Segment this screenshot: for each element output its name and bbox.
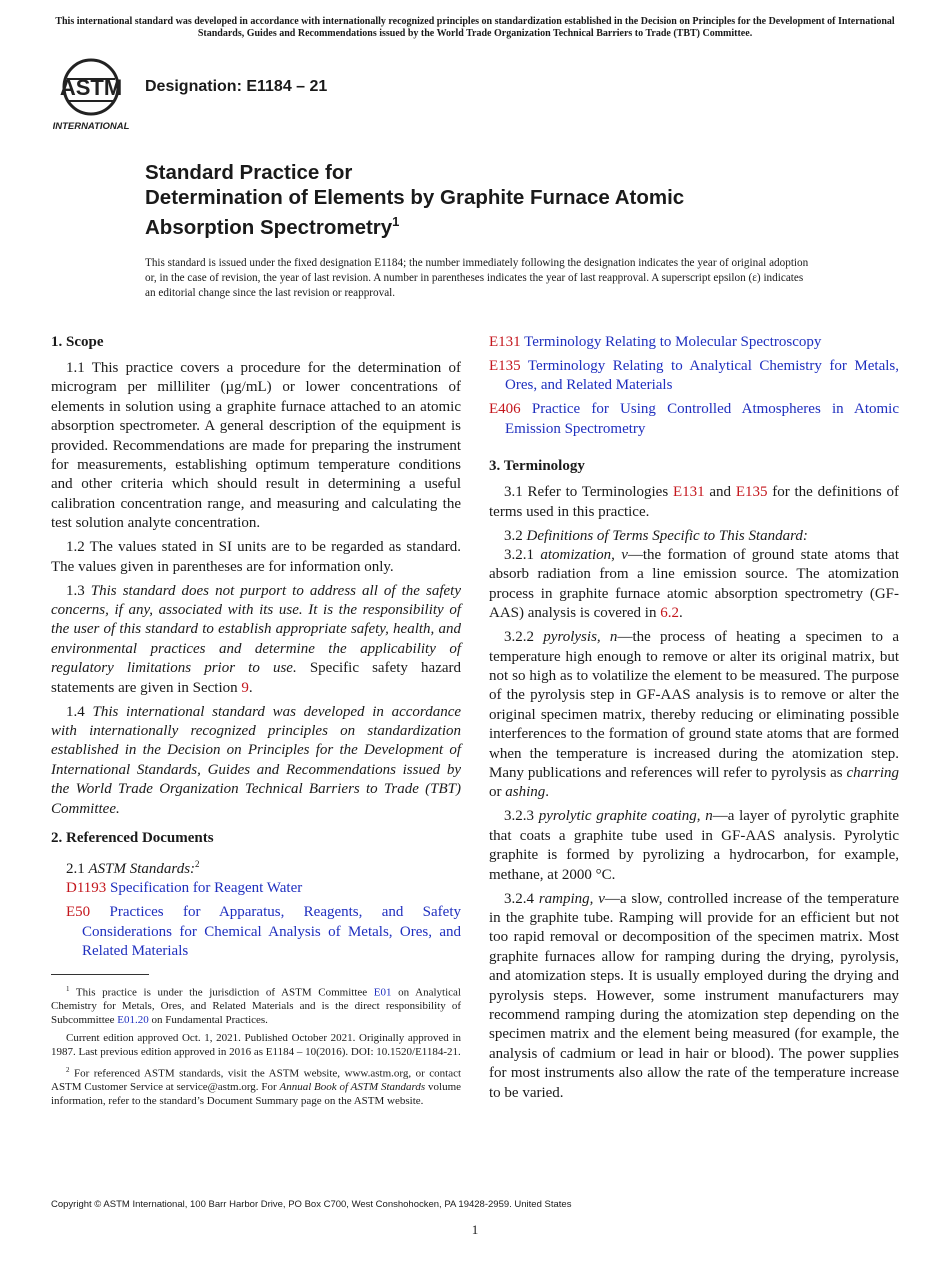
link-section-6-2[interactable]: 6.2 [660, 605, 679, 622]
link-section-9[interactable]: 9 [241, 679, 249, 696]
para-1-1: 1.1 This practice covers a procedure for the determination of microgram per milliliter (µg/mL) or lower concentrations of elements in solution using a graphite furnace attached to an atomic absorption spectrometer. A general description of the equipment is provided. Recommendations are made for preparing the instrument for measurements, establishing optimum temperature conditions and other criteria which should result in determining a useful calibration concentration range, and measuring and calculating the test solution analyte concentration. [51, 359, 461, 532]
def-pyrolysis: 3.2.2 pyrolysis, n—the process of heating a specimen to a temperature high enough to remove or alter its original matrix, but not so high as to volatilize the element to be measured. The purpose of the pyrolysis step in GF-AAS analysis is to remove or alter the original specimen matrix, thereby reducing or eliminating possible interferences to the formation of ground state atoms that are formed when the temperature is increased during the atomization step. Many publications and references will refer to pyrolysis as charring or ashing. [489, 629, 900, 801]
para-1-4: 1.4 This international standard was developed in accordance with internationally recognized principles on standardization established in the Decision on Principles for the Development of International Standards, Guides and Recommendations issued by the World Trade Organization Technical Barriers to Trade (TBT) Committee. [51, 703, 462, 817]
link-e01-20[interactable]: E01.20 [117, 1013, 149, 1026]
page-number: 1 [471, 1222, 479, 1237]
issue-note: This standard is issued under the fixed designation E1184; the number immediately following the designation indicates the year of original adoption or, in the case of revision, the year of last revision. A number in parentheses indicates the year of last reapproval. A superscript epsilon (ε) indicates an editorial change since the last revision or reapproval. [145, 257, 809, 299]
right-column [489, 333, 899, 1108]
refdocs-heading: 2. Referenced Documents [51, 830, 214, 847]
para-1-2: 1.2 The values stated in SI units are to be regarded as standard. The values given in parentheses are for information only. [51, 539, 461, 575]
ref-item[interactable]: E406 Practice for Using Controlled Atmospheres in Atomic Emission Spectrometry [489, 401, 900, 437]
left-column [51, 333, 461, 1113]
footnote-divider [51, 974, 149, 975]
copyright-footer: Copyright © ASTM International, 100 Barr Harbor Drive, PO Box C700, West Conshohocken, PA 19428-2959. United States [51, 1199, 572, 1210]
astm-logo [53, 57, 135, 132]
document-title [145, 161, 845, 240]
title-line-2: Determination of Elements by Graphite Furnace Atomic [145, 185, 685, 209]
link-e135[interactable]: E135 [735, 484, 768, 501]
footnote-1: $^1$ This practice is under the jurisdiction of ASTM Committee E01 on Analytical Chemistry for Metals, Ores, and Related Materials and is the direct responsibility of Subcommittee E01.20 on Fundamental Practices. [51, 984, 461, 1026]
ref-item[interactable]: D1193 Specification for Reagent Water [66, 880, 303, 897]
title-line-3: Absorption Spectrometry [145, 215, 393, 239]
link-e131[interactable]: E131 [672, 484, 705, 501]
ref-item[interactable]: E131 Terminology Relating to Molecular Spectroscopy [489, 334, 822, 350]
ref-item[interactable]: E135 Terminology Relating to Analytical Chemistry for Metals, Ores, and Related Materials [489, 358, 899, 394]
designation: Designation: E1184 – 21 [145, 78, 328, 95]
footnote-1-edition: Current edition approved Oct. 1, 2021. Published October 2021. Originally approved in 1987. Last previous edition approved in 2016 as E1184 – 10(2016). DOI: 10.1520/E1184-21. [51, 1031, 461, 1058]
logo-subtext: INTERNATIONAL [53, 121, 130, 132]
terminology-heading: 3. Terminology [489, 458, 585, 475]
ref-item[interactable]: E50 Practices for Apparatus, Reagents, and Safety Considerations for Chemical Analysis of Metals, Ores, and Related Materials [66, 904, 462, 960]
development-notice: This international standard was developed in accordance with internationally recognized principles on standardization established in the Decision on Principles for the Development of International Standards, Guides and Recommendations issued by the World Trade Organization Technical Barriers to Trade (TBT) Committee. [55, 16, 895, 39]
logo-text: ASTM [59, 75, 123, 100]
title-line-1: Standard Practice for [145, 161, 353, 184]
def-ramping: 3.2.4 ramping, v—a slow, controlled increase of the temperature in the graphite tube. Ramping will provide for an efficient but not too rapid removal or decomposition of the specimen matrix. Most graphite furnaces allow for ramping during the drying, pyrolysis, and atomization steps. It is usually employed during the drying and pyrolysis steps. However, some instrument manufacturers may recommend ramping during the atomization step depending on the specimen matrix and the element being measured (for example, the analysis of cadmium or lead in hair or blood). The power supplies for most instruments also allow the rate of the temperature increase to be varied. [489, 890, 899, 1101]
link-e01[interactable]: E01 [373, 986, 392, 999]
title-footnote-mark: 1 [392, 214, 400, 229]
para-3-2: 3.2 Definitions of Terms Specific to This Standard: [504, 527, 808, 544]
para-1-3: 1.3 This standard does not purport to address all of the safety concerns, if any, associated with its use. It is the responsibility of the user of this standard to establish appropriate safety, health, and environmental practices and determine the applicability of regulatory limitations prior to use. Specific safety hazard statements are given in Section 9. [51, 582, 462, 696]
def-atomization: 3.2.1 atomization, v—the formation of ground state atoms that absorb radiation from a line emission source. The atomization process in graphite furnace atomic absorption spectrometry (GF-AAS) analysis is covered in 6.2. [489, 546, 900, 622]
para-2-1: 2.1 ASTM Standards:$^2$ [66, 858, 200, 877]
para-3-1: 3.1 Refer to Terminologies E131 and E135 for the definitions of terms used in this practice. [489, 484, 900, 520]
def-pyrolytic-graphite-coating: 3.2.3 pyrolytic graphite coating, n—a layer of pyrolytic graphite that coats a graphite tube used in GF-AAS analysis. Pyrolytic graphite is formed by pyrolizing a hydrocarbon, for example, methane, at 2000 °C. [489, 808, 899, 883]
footnote-2: $^2$ For referenced ASTM standards, visit the ASTM website, www.astm.org, or contact ASTM Customer Service at service@astm.org. For Annual Book of ASTM Standards volume information, refer to the standard’s Document Summary page on the ASTM website. [51, 1065, 462, 1107]
scope-heading: 1. Scope [51, 334, 104, 350]
